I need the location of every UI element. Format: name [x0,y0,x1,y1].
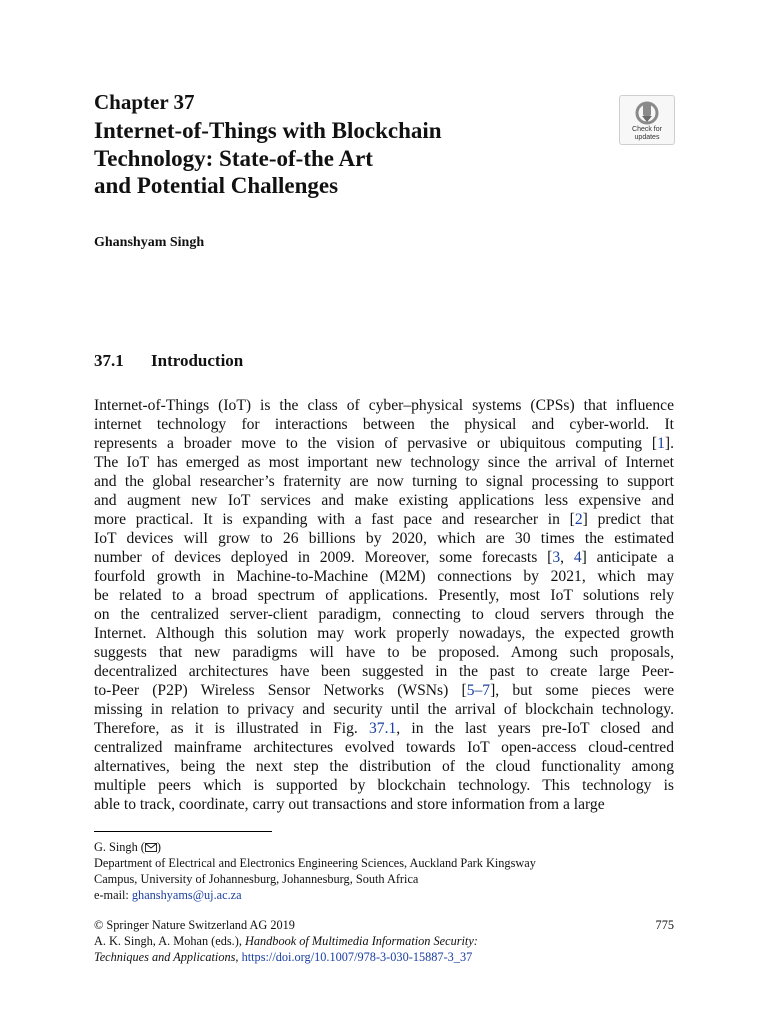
email-link[interactable]: ghanshyams@uj.ac.za [131,888,242,902]
citation-line: Techniques and Applications, https://doi.org/10.1007/978-3-030-15887-3_37 [94,950,473,964]
text-line: internet technology for interactions between the physical and cyber-world. It [94,416,674,433]
text-line: Internet. Although this solution may work properly nowadays, the expected growth [94,625,674,642]
footnote-affiliation: Campus, University of Johannesburg, Johannesburg, South Africa [94,872,419,886]
text-line: to-Peer (P2P) Wireless Sensor Networks (WSNs) [5–7], but some pieces were [94,682,674,699]
author-footnote [94,839,674,903]
figure-link-37-1[interactable]: 37.1 [368,720,397,737]
text-line: on the centralized server-client paradigm, connecting to cloud servers through the [94,606,674,623]
copyright-line: © Springer Nature Switzerland AG 2019 [94,918,295,932]
text-line: and augment new IoT services and make existing applications less expensive and [94,492,674,509]
citation-link-2[interactable]: 2 [574,511,583,528]
text-line: more practical. It is expanding with a fast pace and researcher in [2] predict that [94,511,674,528]
author-name: Ghanshyam Singh [94,235,205,250]
page-number: 775 [655,918,674,932]
text-line: decentralized architectures have been suggested in the past to create large Peer- [94,663,674,680]
text-line: able to track, coordinate, carry out transactions and store information from a large [94,796,605,813]
text-line: missing in relation to privacy and security until the arrival of blockchain technology. [94,701,674,718]
title-line: and Potential Challenges [94,173,339,198]
citation-line: A. K. Singh, A. Mohan (eds.), Handbook of Multimedia Information Security: [94,934,478,948]
section-number: 37.1 [94,351,124,370]
title-line: Internet-of-Things with Blockchain [94,118,442,143]
footnote-affiliation: Department of Electrical and Electronics Engineering Sciences, Auckland Park Kingsway [94,856,536,870]
citation-link-3[interactable]: 3 [552,549,561,566]
title-line: Technology: State-of-the Art [94,145,373,171]
text-line: fourfold growth in Machine-to-Machine (M2M) connections by 2021, which may [94,568,674,585]
citation-link-4[interactable]: 4 [573,549,582,566]
footnote-author: G. Singh ( ) [94,840,162,854]
text-line: multiple peers which is supported by blockchain technology. This technology is [94,777,674,794]
check-for-updates-icon [634,101,660,125]
text-line: represents a broader move to the vision of pervasive or ubiquitous computing [1]. [94,435,674,452]
text-line: Internet-of-Things (IoT) is the class of cyber–physical systems (CPSs) that influence [94,397,674,414]
text-line: and the global researcher’s fraternity are now turning to signal processing to support [94,473,674,490]
chapter-title [94,117,594,200]
text-line: Therefore, as it is illustrated in Fig. 37.1, in the last years pre-IoT closed and [94,720,674,737]
copyright-block [94,917,674,965]
text-line: suggests that new paradigms will have to be proposed. Among such proposals, [94,644,674,661]
section-title: Introduction [151,351,244,370]
footnote-rule [94,831,272,832]
doi-link[interactable]: https://doi.org/10.1007/978-3-030-15887-3_37 [241,950,473,964]
text-line: IoT devices will grow to 26 billions by 2020, which are 30 times the estimated [94,530,674,547]
check-for-updates-badge[interactable] [619,95,675,145]
text-line: be related to a broad spectrum of applications. Presently, most IoT solutions rely [94,587,674,604]
section-heading [94,351,243,371]
text-line: The IoT has emerged as most important new technology since the arrival of Internet [94,454,674,471]
text-line: centralized mainframe architectures evolved towards IoT open-access cloud-centred [94,739,674,756]
citation-link-5-7[interactable]: 5–7 [466,682,491,699]
badge-text: Check for updates [632,126,662,141]
chapter-label: Chapter 37 [94,90,195,114]
body-paragraph [94,396,674,814]
text-line: alternatives, being the next step the distribution of the cloud functionality among [94,758,674,775]
text-line: number of devices deployed in 2009. Moreover, some forecasts [3, 4] anticipate a [94,549,674,566]
envelope-icon [145,843,157,852]
footnote-email-line: e-mail: ghanshyams@uj.ac.za [94,888,242,902]
citation-link-1[interactable]: 1 [657,435,665,452]
